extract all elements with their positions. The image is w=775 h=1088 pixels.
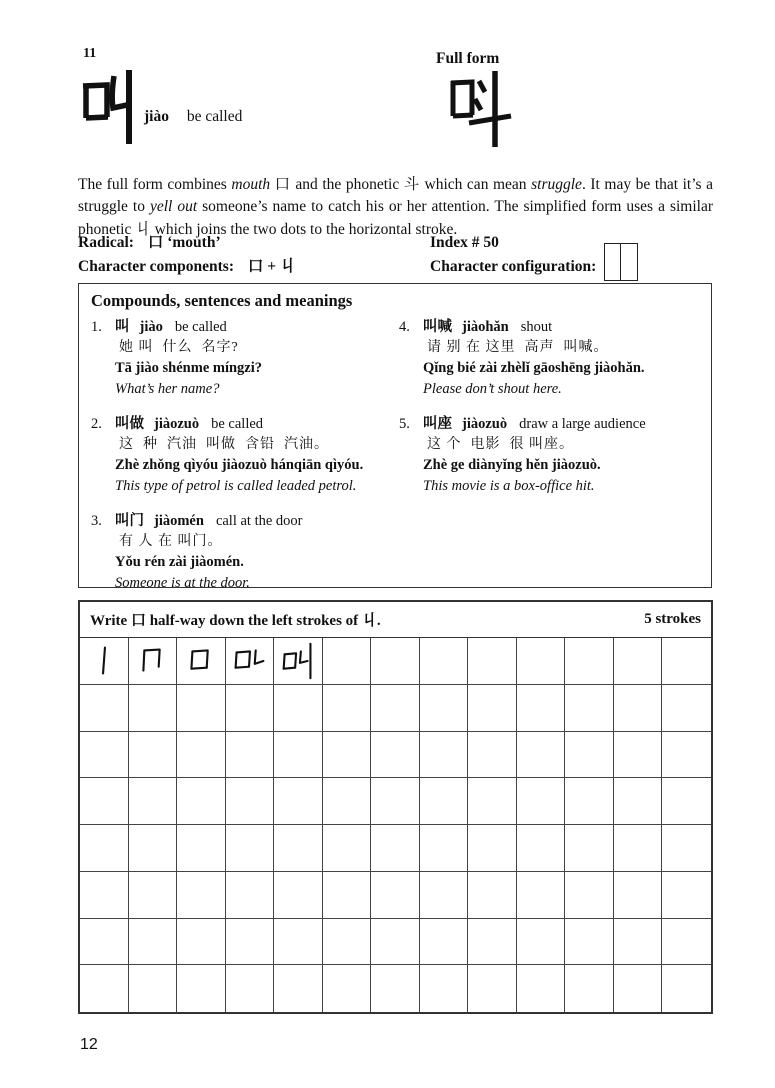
practice-cell — [226, 872, 275, 919]
radical-label: Radical: — [78, 234, 134, 251]
practice-cell — [468, 872, 517, 919]
full-form-label: Full form — [436, 50, 500, 67]
practice-cell — [420, 825, 469, 872]
configuration-label: Character configuration: — [430, 258, 597, 275]
practice-cell — [468, 732, 517, 779]
practice-cell — [371, 778, 420, 825]
entry-sentence-pinyin: Yǒu rén zài jiàomén. — [115, 554, 244, 570]
components-cell — [78, 255, 430, 281]
page-content — [78, 0, 713, 1088]
compound-entry — [91, 414, 399, 496]
practice-cell — [614, 638, 663, 685]
practice-cell — [80, 872, 129, 919]
practice-cell — [517, 872, 566, 919]
entry-headword: 叫喊 — [423, 319, 452, 335]
practice-cell — [274, 872, 323, 919]
entry-sentence-pinyin: Zhè ge diànyǐng hěn jiàozuò. — [423, 457, 601, 473]
entry-pinyin: jiào — [139, 319, 163, 335]
practice-cell — [468, 685, 517, 732]
practice-cell — [226, 825, 275, 872]
entry-sentence-english: This type of petrol is called leaded petrol. — [115, 477, 357, 494]
practice-cell — [517, 638, 566, 685]
compound-entry — [91, 511, 399, 593]
stroke-step-1 — [81, 639, 127, 683]
main-meaning: be called — [186, 108, 243, 125]
entry-headline — [91, 317, 399, 338]
practice-cell — [371, 919, 420, 966]
practice-cell — [371, 638, 420, 685]
entry-sentence-english: Please don’t shout here. — [423, 380, 562, 397]
practice-cell — [371, 825, 420, 872]
practice-cell — [565, 778, 614, 825]
entry-headword: 叫门 — [115, 513, 144, 529]
explanation-segment: . It may be that it’s a struggle to — [78, 175, 713, 215]
compounds-column-right — [399, 317, 707, 608]
entry-meaning: be called — [211, 416, 264, 432]
practice-cell — [226, 919, 275, 966]
practice-cell — [662, 919, 711, 966]
entry-meaning: call at the door — [215, 513, 303, 529]
practice-cell — [129, 778, 178, 825]
practice-cell — [565, 825, 614, 872]
practice-cell — [129, 872, 178, 919]
practice-cell — [662, 872, 711, 919]
practice-cell — [80, 965, 129, 1012]
entry-sentence-english: Someone is at the door. — [115, 574, 250, 591]
practice-cell — [129, 685, 178, 732]
main-pinyin: jiào — [144, 108, 169, 125]
practice-cell — [274, 638, 323, 685]
practice-cell — [177, 825, 226, 872]
explanation-italic-segment: mouth — [231, 175, 271, 193]
explanation-segment: The full form combines — [78, 175, 232, 193]
practice-cell — [274, 919, 323, 966]
compounds-column-left — [91, 317, 399, 608]
practice-cell — [420, 919, 469, 966]
practice-cell — [129, 825, 178, 872]
practice-cell — [420, 778, 469, 825]
practice-cell — [420, 965, 469, 1012]
compounds-title: Compounds, sentences and meanings — [91, 291, 353, 310]
entry-sentence-english: What’s her name? — [115, 380, 220, 397]
practice-cell — [420, 872, 469, 919]
practice-cell — [468, 778, 517, 825]
practice-cell — [614, 965, 663, 1012]
entry-meaning: draw a large audience — [519, 416, 646, 432]
entry-sentence-english: This movie is a box-office hit. — [423, 477, 595, 494]
index-value: Index # 50 — [430, 234, 499, 251]
index-cell — [430, 231, 713, 255]
practice-cell — [226, 685, 275, 732]
practice-cell — [274, 778, 323, 825]
practice-cell — [565, 685, 614, 732]
practice-cell — [323, 872, 372, 919]
entry-number: 11 — [83, 46, 97, 61]
entry-sentence-chinese: 这 个 电影 很 叫座。 — [427, 436, 574, 452]
practice-cell — [80, 919, 129, 966]
entry-sentence-chinese: 这 种 汽油 叫做 含铅 汽油。 — [119, 436, 329, 452]
practice-cell — [517, 732, 566, 779]
main-pinyin-line — [144, 108, 242, 126]
practice-cell — [468, 965, 517, 1012]
practice-cell — [371, 965, 420, 1012]
practice-cell — [565, 919, 614, 966]
practice-cell — [420, 732, 469, 779]
entry-headword: 叫做 — [115, 416, 144, 432]
practice-cell — [323, 778, 372, 825]
entry-sentence-chinese: 请 别 在 这里 高声 叫喊。 — [427, 339, 609, 355]
entry-sentence-pinyin: Qǐng bié zài zhèlǐ gāoshēng jiàohǎn. — [423, 360, 645, 376]
full-form-character — [449, 68, 513, 150]
practice-cell — [371, 685, 420, 732]
practice-grid — [80, 638, 711, 1012]
radical-cell — [78, 231, 430, 255]
practice-cell — [274, 825, 323, 872]
info-block — [78, 231, 713, 281]
entry-sentence-pinyin: Tā jiào shénme míngzi? — [115, 360, 263, 376]
practice-cell — [226, 732, 275, 779]
entry-pinyin: jiàomén — [154, 513, 204, 529]
practice-cell — [614, 685, 663, 732]
character-header — [78, 0, 713, 158]
practice-cell — [129, 732, 178, 779]
practice-cell — [614, 872, 663, 919]
entry-sentence-pinyin: Zhè zhǒng qìyóu jiàozuò hánqiān qìyóu. — [115, 457, 364, 473]
practice-cell — [177, 965, 226, 1012]
practice-cell — [129, 965, 178, 1012]
practice-cell — [614, 919, 663, 966]
components-value: 口 + 丩 — [247, 258, 296, 275]
entry-headline — [91, 414, 399, 435]
practice-cell — [177, 778, 226, 825]
practice-cell — [565, 872, 614, 919]
explanation-italic-segment: yell out — [149, 198, 198, 215]
components-label: Character components: — [78, 258, 234, 275]
practice-cell — [614, 778, 663, 825]
entry-meaning: shout — [520, 319, 553, 335]
writing-instruction: Write 口 half-way down the left strokes of 丩. — [90, 613, 381, 629]
stroke-step-2 — [129, 639, 175, 683]
entry-num: 3. — [91, 513, 102, 529]
entry-sentence-chinese: 有 人 在 叫门。 — [119, 533, 223, 549]
practice-cell — [274, 685, 323, 732]
practice-cell — [177, 919, 226, 966]
compound-entry — [91, 317, 399, 399]
entry-pinyin: jiàozuò — [462, 416, 508, 432]
radical-value: 口 ‘mouth’ — [147, 234, 221, 251]
entry-pinyin: jiàozuò — [154, 416, 200, 432]
components-row — [78, 255, 713, 281]
practice-cell — [614, 825, 663, 872]
practice-cell — [517, 778, 566, 825]
entry-headword: 叫 — [115, 319, 130, 335]
practice-cell — [468, 638, 517, 685]
entry-num: 1. — [91, 319, 102, 335]
entry-headline — [399, 414, 707, 435]
configuration-diagram-icon — [604, 243, 638, 281]
entry-headword: 叫座 — [423, 416, 452, 432]
practice-cell — [662, 965, 711, 1012]
main-character-jiao — [79, 68, 137, 146]
practice-cell — [517, 685, 566, 732]
practice-cell — [323, 825, 372, 872]
practice-cell — [420, 685, 469, 732]
practice-cell — [323, 638, 372, 685]
entry-sentence-chinese: 她 叫 什么 名字? — [119, 339, 239, 355]
stroke-step-5 — [275, 639, 321, 683]
practice-cell — [80, 825, 129, 872]
practice-cell — [662, 732, 711, 779]
practice-cell — [565, 965, 614, 1012]
practice-cell — [177, 685, 226, 732]
practice-cell — [323, 732, 372, 779]
entry-num: 4. — [399, 319, 410, 335]
entry-pinyin: jiàohǎn — [462, 319, 509, 335]
practice-cell — [468, 825, 517, 872]
practice-cell — [80, 778, 129, 825]
explanation-segment: someone’s name to catch his or her attention. The simplified form uses a similar phonetic 丩 which joins the two dots to the horizontal stroke. — [78, 198, 713, 238]
practice-cell — [517, 825, 566, 872]
writing-header — [80, 602, 711, 638]
practice-cell — [662, 825, 711, 872]
practice-cell — [177, 732, 226, 779]
practice-cell — [323, 965, 372, 1012]
stroke-count: 5 strokes — [644, 611, 701, 627]
configuration-cell — [430, 255, 713, 281]
practice-cell — [614, 732, 663, 779]
practice-cell — [517, 919, 566, 966]
writing-practice-box — [78, 600, 713, 1014]
entry-num: 5. — [399, 416, 410, 432]
practice-cell — [274, 732, 323, 779]
practice-cell — [177, 638, 226, 685]
practice-cell — [226, 638, 275, 685]
entry-headline — [91, 511, 399, 532]
practice-cell — [662, 778, 711, 825]
page-number: 12 — [80, 1036, 98, 1053]
practice-cell — [226, 778, 275, 825]
practice-cell — [468, 919, 517, 966]
practice-cell — [420, 638, 469, 685]
practice-cell — [371, 732, 420, 779]
practice-cell — [662, 638, 711, 685]
practice-cell — [177, 872, 226, 919]
compounds-columns — [79, 315, 711, 608]
practice-cell — [80, 732, 129, 779]
practice-cell — [323, 919, 372, 966]
practice-cell — [565, 638, 614, 685]
practice-cell — [662, 685, 711, 732]
practice-cell — [80, 685, 129, 732]
practice-cell — [323, 685, 372, 732]
practice-cell — [565, 732, 614, 779]
practice-cell — [517, 965, 566, 1012]
stroke-step-3 — [178, 639, 224, 683]
practice-cell — [274, 965, 323, 1012]
stroke-step-4 — [226, 639, 272, 683]
entry-meaning: be called — [174, 319, 227, 335]
compound-entry — [399, 414, 707, 496]
practice-cell — [80, 638, 129, 685]
explanation-italic-segment: struggle — [531, 175, 582, 193]
entry-headline — [399, 317, 707, 338]
practice-cell — [129, 638, 178, 685]
practice-cell — [129, 919, 178, 966]
compounds-box — [78, 283, 712, 591]
practice-cell — [226, 965, 275, 1012]
entry-num: 2. — [91, 416, 102, 432]
compound-entry — [399, 317, 707, 399]
practice-cell — [371, 872, 420, 919]
explanation-segment: 口 and the phonetic 斗 which can mean — [270, 175, 532, 193]
